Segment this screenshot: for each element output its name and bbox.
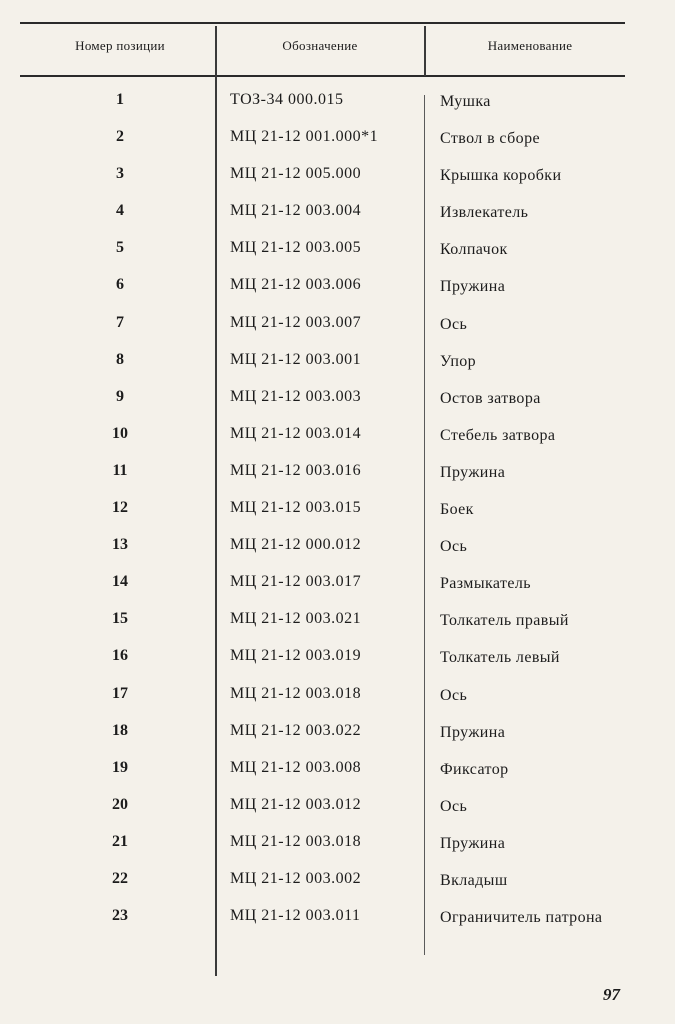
designation-cell: МЦ 21-12 003.019 (230, 647, 362, 665)
designation-cell: МЦ 21-12 003.003 (230, 387, 362, 405)
table-row (0, 384, 675, 421)
position-cell: 23 (112, 907, 128, 925)
position-cell: 5 (116, 239, 124, 257)
name-cell: Упор (440, 352, 477, 370)
table-header-rule (20, 75, 625, 77)
designation-cell: МЦ 21-12 003.022 (230, 721, 362, 739)
name-cell: Ось (440, 797, 468, 815)
table-row (0, 161, 675, 198)
name-cell: Остов затвора (440, 389, 541, 407)
name-cell: Пружина (440, 834, 506, 852)
designation-cell: МЦ 21-12 000.012 (230, 536, 362, 554)
table-top-rule (20, 22, 625, 24)
name-cell: Колпачок (440, 241, 508, 259)
table-row (0, 532, 675, 569)
position-cell: 12 (112, 499, 128, 517)
designation-cell: МЦ 21-12 003.006 (230, 276, 362, 294)
designation-cell: МЦ 21-12 003.017 (230, 573, 362, 591)
name-cell: Мушка (440, 93, 491, 110)
position-cell: 21 (112, 832, 128, 850)
position-cell: 20 (112, 795, 128, 813)
name-cell: Ограничитель патрона (440, 909, 603, 927)
name-cell: Стебель затвора (440, 426, 556, 444)
name-cell: Толкатель левый (440, 649, 560, 667)
header-name: Наименование (487, 38, 573, 53)
designation-cell: МЦ 21-12 003.012 (230, 795, 362, 813)
position-cell: 22 (112, 869, 128, 887)
page-number: 97 (603, 985, 620, 1004)
name-cell: Ось (440, 538, 468, 556)
table-row (0, 87, 675, 124)
table-row (0, 347, 675, 384)
designation-cell: МЦ 21-12 003.008 (230, 758, 362, 776)
position-cell: 14 (112, 573, 128, 591)
position-cell: 10 (112, 424, 128, 442)
position-cell: 15 (112, 610, 128, 628)
position-cell: 2 (116, 128, 124, 146)
table-row (0, 643, 675, 680)
table-row (0, 198, 675, 235)
designation-cell: МЦ 21-12 003.015 (230, 499, 362, 517)
table-row (0, 310, 675, 347)
position-cell: 19 (112, 758, 128, 776)
position-cell: 7 (116, 313, 124, 331)
designation-cell: МЦ 21-12 003.018 (230, 832, 362, 850)
header-designation: Обозначение (282, 38, 358, 53)
table-row (0, 458, 675, 495)
table-row (0, 421, 675, 458)
name-cell: Крышка коробки (440, 167, 562, 185)
position-cell: 13 (112, 536, 128, 554)
name-cell: Толкатель правый (440, 612, 569, 630)
designation-cell: МЦ 21-12 003.011 (230, 907, 361, 925)
name-cell: Вкладыш (440, 871, 508, 889)
table-row (0, 235, 675, 272)
position-cell: 9 (116, 387, 124, 405)
name-cell: Ось (440, 686, 468, 704)
table-row (0, 495, 675, 532)
table-body (0, 87, 675, 940)
position-cell: 18 (112, 721, 128, 739)
table-row (0, 681, 675, 718)
name-cell: Пружина (440, 278, 506, 296)
position-cell: 17 (112, 684, 128, 702)
name-cell: Ось (440, 315, 468, 333)
table-row (0, 124, 675, 161)
name-cell: Пружина (440, 723, 506, 741)
designation-cell: МЦ 21-12 003.007 (230, 313, 362, 331)
designation-cell: МЦ 21-12 003.001 (230, 350, 362, 368)
name-cell: Фиксатор (440, 760, 509, 778)
designation-cell: МЦ 21-12 003.016 (230, 461, 362, 479)
designation-cell: МЦ 21-12 003.005 (230, 239, 362, 257)
table-row (0, 829, 675, 866)
designation-cell: МЦ 21-12 003.018 (230, 684, 362, 702)
table-row (0, 792, 675, 829)
name-cell: Ствол в сборе (440, 130, 540, 148)
position-cell: 1 (116, 91, 124, 108)
designation-cell: МЦ 21-12 001.000*1 (230, 128, 379, 146)
table-row (0, 606, 675, 643)
table-row (0, 866, 675, 903)
name-cell: Пружина (440, 463, 506, 481)
position-cell: 3 (116, 165, 124, 183)
name-cell: Боек (440, 501, 474, 519)
name-cell: Извлекатель (440, 204, 529, 222)
header-position: Номер позиции (75, 38, 165, 53)
table-row (0, 903, 675, 940)
designation-cell: ТОЗ-34 000.015 (230, 91, 344, 108)
designation-cell: МЦ 21-12 003.004 (230, 202, 362, 220)
designation-cell: МЦ 21-12 005.000 (230, 165, 362, 183)
designation-cell: МЦ 21-12 003.021 (230, 610, 362, 628)
table-row (0, 718, 675, 755)
table-row (0, 569, 675, 606)
column-divider-2 (424, 26, 426, 76)
designation-cell: МЦ 21-12 003.002 (230, 869, 362, 887)
position-cell: 6 (116, 276, 124, 294)
designation-cell: МЦ 21-12 003.014 (230, 424, 362, 442)
position-cell: 16 (112, 647, 128, 665)
position-cell: 11 (112, 461, 128, 479)
name-cell: Размыкатель (440, 575, 531, 593)
table-row (0, 755, 675, 792)
table-row (0, 272, 675, 309)
position-cell: 8 (116, 350, 124, 368)
position-cell: 4 (116, 202, 124, 220)
